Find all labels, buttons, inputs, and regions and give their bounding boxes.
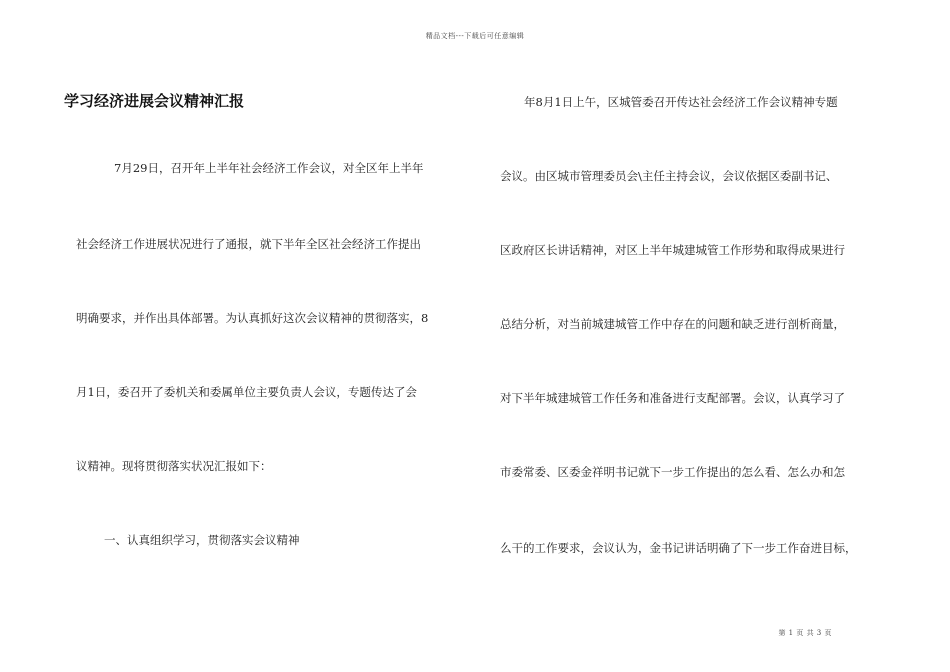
- paragraph-line: 市委常委、区委金祥明书记就下一步工作提出的怎么看、怎么办和怎: [500, 465, 845, 479]
- paragraph-line: 议精神。现将贯彻落实状况汇报如下：: [76, 459, 272, 473]
- paragraph-line: 月1日，委召开了委机关和委属单位主要负责人会议，专题传达了会: [76, 385, 417, 399]
- paragraph-line: 会议。由区城市管理委员会\主任主持会议，会议依据区委副书记、: [500, 169, 838, 183]
- paragraph-line: 总结分析，对当前城建城管工作中存在的问题和缺乏进行剖析商量，: [500, 317, 845, 331]
- paragraph-line: 年8月1日上午，区城管委召开传达社会经济工作会议精神专题: [524, 95, 838, 109]
- paragraph-line: 明确要求，并作出具体部署。为认真抓好这次会议精神的贯彻落实，8: [76, 311, 429, 325]
- paragraph-line: 对下半年城建城管工作任务和准备进行支配部署。会议，认真学习了: [500, 391, 845, 405]
- section-heading: 一、认真组织学习，贯彻落实会议精神: [104, 533, 300, 547]
- document-title: 学习经济进展会议精神汇报: [64, 92, 245, 110]
- paragraph-line: 7月29日，召开年上半年社会经济工作会议，对全区年上半年: [114, 161, 424, 175]
- paragraph-line: 社会经济工作进展状况进行了通报，就下半年全区社会经济工作提出: [76, 237, 421, 251]
- page-number: 第 1 页 共 3 页: [778, 629, 832, 637]
- paragraph-line: 区政府区长讲话精神，对区上半年城建城管工作形势和取得成果进行: [500, 243, 845, 257]
- paragraph-line: 么干的工作要求，会议认为，金书记讲话明确了下一步工作奋进目标，: [500, 541, 857, 555]
- page-header-note: 精品文档---下载后可任意编辑: [425, 32, 525, 40]
